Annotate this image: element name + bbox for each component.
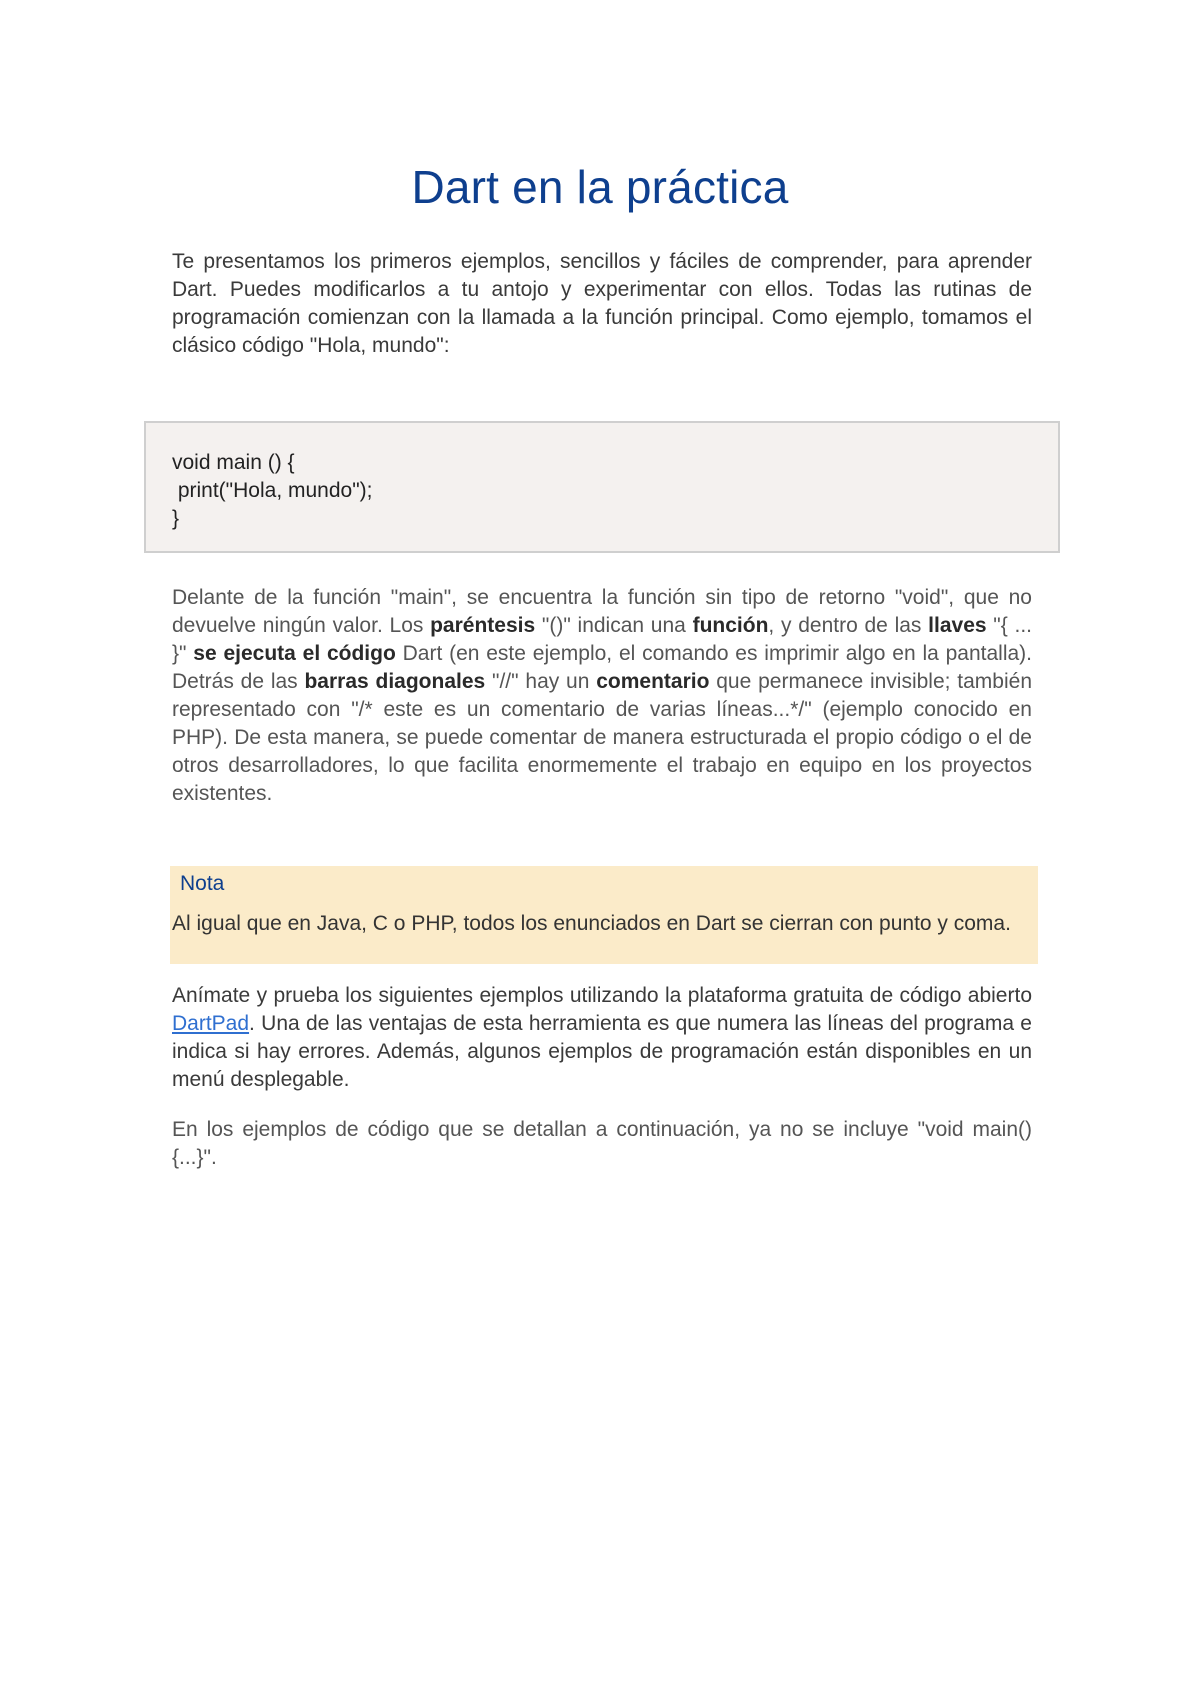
code-block: [144, 421, 1060, 553]
explanation-text-3: , y dentro de las: [768, 614, 929, 637]
try-paragraph: [172, 982, 1032, 1094]
explanation-bold-barras: barras diagonales: [304, 670, 486, 693]
explanation-bold-parentesis: paréntesis: [430, 614, 536, 637]
code-line-3: }: [172, 507, 180, 530]
explanation-text-7: que permanece invisible; también representado con "/* este es un comentario de varias líneas...*/" (ejemplo conocido en PHP). De esta manera, se puede comentar de manera estructurada el propio código o el de otros desarrolladores, lo que facilita enormemente el trabajo en equipo en los proyectos existentes.: [172, 670, 1033, 805]
explanation-text-1: Delante de la función "main", se encuentra la función sin tipo de retorno "void", que no devuelve ningún valor. Los: [172, 586, 1032, 637]
intro-paragraph: Te presentamos los primeros ejemplos, sencillos y fáciles de comprender, para aprender Dart. Puedes modificarlos a tu antojo y experimentar con ellos. Todas las rutinas de programación comienzan con la llamada a la función principal. Como ejemplo, tomamos el clásico código "Hola, mundo":: [172, 250, 1032, 357]
explanation-text-4: "{ ... }": [172, 614, 1032, 665]
explanation-paragraph: [172, 584, 1032, 808]
explanation-bold-llaves: llaves: [928, 614, 987, 637]
code-line-1: void main () {: [172, 451, 295, 474]
note-box: [170, 866, 1038, 964]
explanation-bold-funcion: función: [692, 614, 769, 637]
explanation-text-2: "()" indican una: [535, 614, 693, 637]
explanation-bold-comentario: comentario: [596, 670, 710, 693]
explanation-text-5: Dart (en este ejemplo, el comando es imprimir algo en la pantalla). Detrás de las: [172, 642, 1032, 693]
try-text-after: . Una de las ventajas de esta herramienta es que numera las líneas del programa e indica si hay errores. Además, algunos ejemplos de programación están disponibles en un menú desplegable.: [172, 1012, 1032, 1091]
final-paragraph: En los ejemplos de código que se detallan a continuación, ya no se incluye "void main() {...}".: [172, 1118, 1032, 1169]
note-text: Al igual que en Java, C o PHP, todos los enunciados en Dart se cierran con punto y coma.: [172, 912, 1011, 935]
dartpad-link[interactable]: DartPad: [172, 1012, 250, 1035]
page-title: Dart en la práctica: [411, 161, 789, 213]
note-label: Nota: [180, 872, 225, 895]
explanation-text-6: "//" hay un: [485, 670, 597, 693]
explanation-bold-ejecuta: se ejecuta el código: [193, 642, 396, 665]
try-text-before: Anímate y prueba los siguientes ejemplos utilizando la plataforma gratuita de código abierto: [172, 984, 1032, 1007]
code-line-2: print("Hola, mundo");: [172, 479, 373, 502]
